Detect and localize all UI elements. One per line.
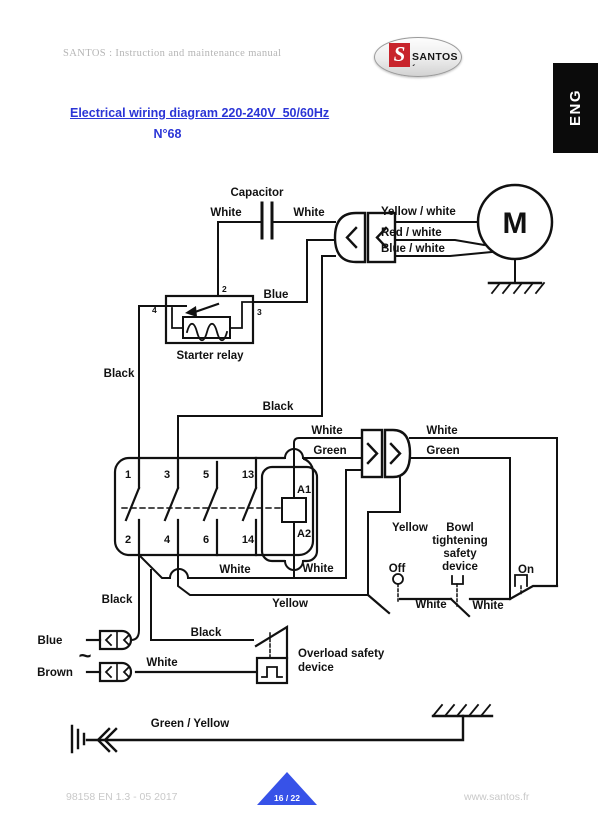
santos-logo-s-icon: S	[389, 43, 410, 67]
diagram-number: N°68	[153, 127, 182, 141]
terminal-5: 5	[202, 469, 210, 481]
off-actuator-icon	[393, 574, 403, 584]
ac-symbol: ~	[78, 643, 92, 668]
wire-label-yellow: Yellow	[392, 522, 428, 534]
blue-plug	[100, 631, 131, 649]
wire-label-black: Black	[103, 368, 135, 380]
bowl-device-label-2: tightening	[432, 535, 488, 547]
overload-blade	[256, 627, 287, 658]
overload-box	[257, 658, 287, 683]
wire-label-yellow: Yellow	[272, 598, 308, 610]
wire-label-white: White	[302, 563, 334, 575]
santos-logo-text: SANTOS´	[412, 51, 458, 75]
terminal-1: 1	[124, 469, 132, 481]
starter-relay-label: Starter relay	[176, 350, 244, 362]
terminal-14: 14	[241, 534, 255, 546]
contactor-coil	[282, 498, 306, 522]
relay-pin-2: 2	[222, 284, 227, 294]
terminal-a1: A1	[297, 484, 312, 496]
wire-label-white: White	[210, 207, 242, 219]
wire-label-white: White	[426, 425, 458, 437]
relay-pin-4: 4	[152, 305, 157, 315]
wire-label-brown: Brown	[37, 667, 73, 679]
wire-label-black: Black	[262, 401, 294, 413]
connector-socket-half	[335, 213, 365, 262]
page-number: 16 / 22	[274, 793, 300, 803]
bowl-actuator-icon	[452, 576, 463, 584]
brown-plug	[100, 663, 131, 681]
capacitor-label: Capacitor	[230, 187, 284, 199]
wire-white-bus	[139, 470, 362, 578]
wire-label-white: White	[219, 564, 251, 576]
terminal-4: 4	[163, 534, 171, 546]
terminal-a2: A2	[297, 528, 312, 540]
earth-plug-bars-icon	[72, 726, 84, 752]
bowl-switch-blade	[451, 599, 469, 616]
wire-label-white: White	[146, 657, 178, 669]
terminal-6: 6	[202, 534, 210, 546]
footer-website: www.santos.fr	[464, 791, 530, 803]
motor-section	[395, 185, 552, 293]
on-switch-label: On	[518, 564, 534, 576]
bowl-device-label-1: Bowl	[446, 522, 474, 534]
earth-section	[72, 705, 492, 752]
wire-white-right	[410, 438, 557, 586]
wire-label-white: White	[311, 425, 343, 437]
language-tab-label: ENG	[567, 89, 584, 127]
page-title: Electrical wiring diagram 220-240V 50/60Hz	[70, 106, 330, 120]
terminal-3: 3	[163, 469, 171, 481]
wire-green-yellow	[87, 716, 463, 740]
wire-label-red-white: Red / white	[381, 227, 442, 239]
footer-doc-ref: 98158 EN 1.3 - 05 2017	[66, 791, 178, 803]
connector-socket-half	[385, 430, 410, 477]
wire-label-white: White	[293, 207, 325, 219]
wire-label-green-yellow: Green / Yellow	[150, 718, 230, 730]
wire-label-green: Green	[313, 445, 347, 457]
starter-relay	[139, 296, 253, 343]
wire-label-green: Green	[426, 445, 460, 457]
capacitor-symbol	[262, 203, 272, 238]
wire-label-white: White	[472, 600, 504, 612]
motor-letter: M	[502, 207, 528, 240]
manual-header-title: SANTOS : Instruction and maintenance manual	[63, 48, 282, 59]
wire-label-blue: Blue	[37, 635, 63, 647]
wire-black-contactor	[178, 256, 335, 488]
control-connector	[362, 430, 410, 477]
relay-pin-3: 3	[257, 307, 262, 317]
terminal-13: 13	[241, 469, 255, 481]
motor-earth-hatch	[492, 283, 544, 293]
wire-label-blue-white: Blue / white	[381, 243, 445, 255]
on-actuator-icon	[515, 575, 527, 586]
wire-label-white: White	[415, 599, 447, 611]
chassis-earth-hatch	[433, 705, 490, 716]
bowl-device-label-3: safety	[443, 548, 477, 560]
bowl-device-label-4: device	[442, 561, 478, 573]
on-switch-blade	[510, 586, 557, 599]
terminal-2: 2	[124, 534, 132, 546]
contactor-block	[115, 438, 362, 578]
wire-label-yellow-white: Yellow / white	[381, 206, 456, 218]
overload-label-1: Overload safety	[298, 648, 385, 660]
off-switch-blade	[368, 595, 389, 613]
overload-label-2: device	[298, 662, 334, 674]
wire-label-blue: Blue	[263, 289, 289, 301]
connector-plug-half	[362, 430, 382, 477]
off-switch-label: Off	[388, 563, 406, 575]
wire-label-black: Black	[101, 594, 133, 606]
bowl-safety-switches	[368, 574, 557, 616]
wire-label-black: Black	[190, 627, 222, 639]
